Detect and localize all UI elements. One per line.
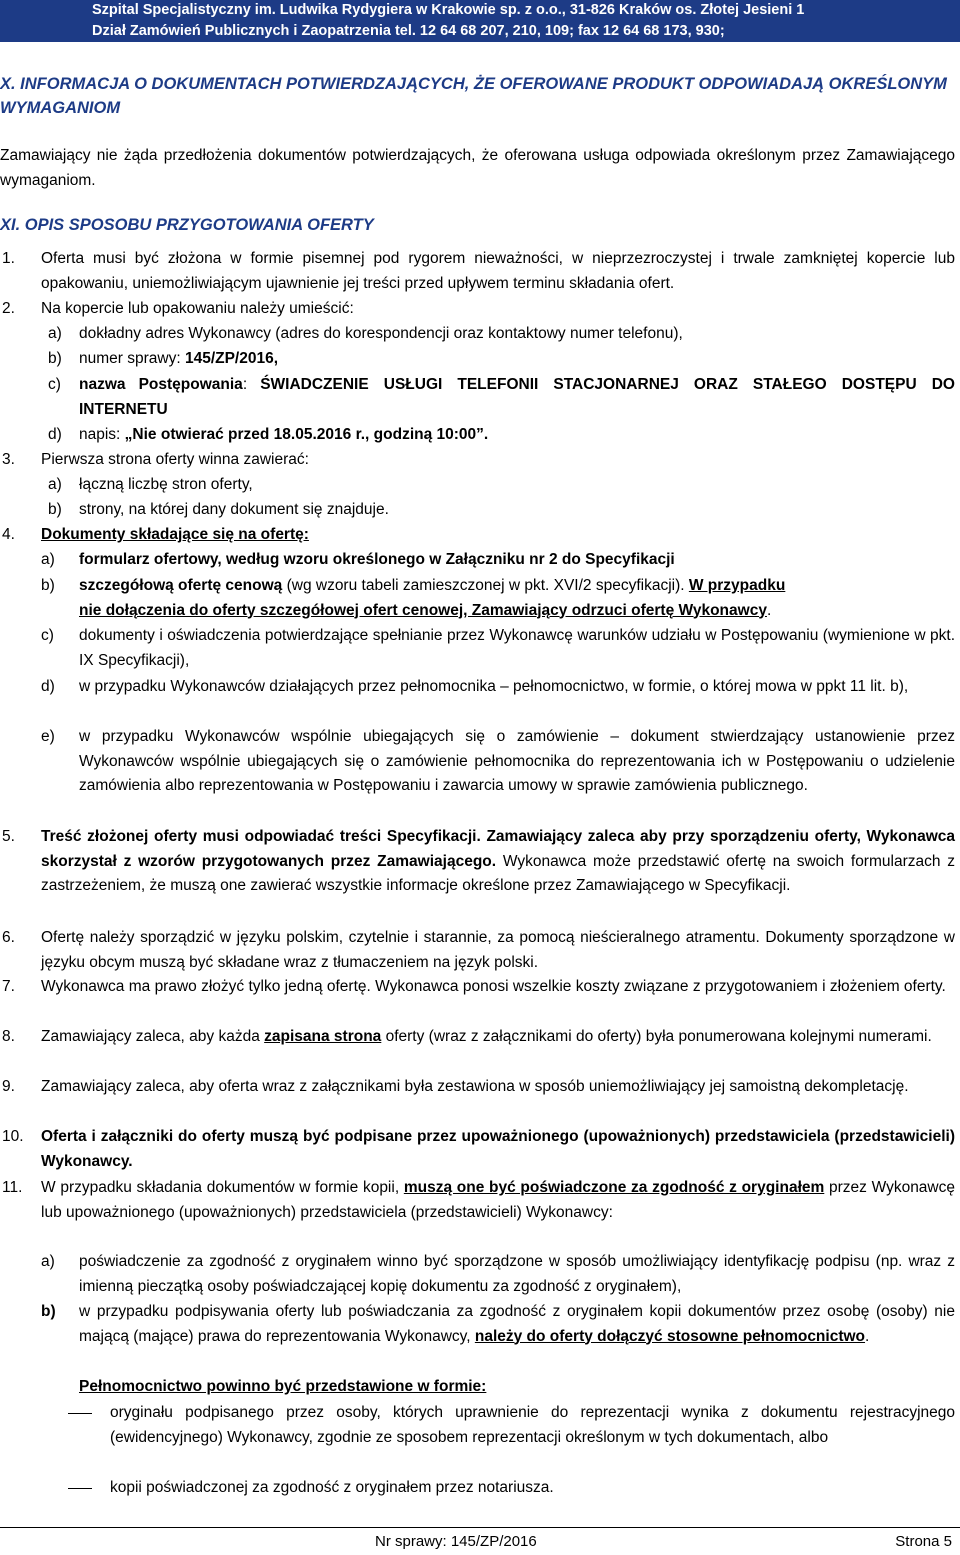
numbering-note-end: oferty (wraz z załącznikami do oferty) była ponumerowana kolejnymi numerami. (381, 1028, 932, 1045)
item-4d-label: d) (41, 678, 55, 695)
item-2b-label: b) (48, 350, 62, 367)
item-4e-text: w przypadku Wykonawców wspólnie ubiegających się o zamówienie – dokument stwierdzający ustanowienie przez Wykonawców wspólnie ubiegających się o zamówienie pełnomocnika do reprezentowania ich w Postępowaniu o udzielenie zamówienia albo reprezentowania w Postępowaniu i zawarcia umowy w sprawie zamówienia publicznego. (79, 728, 955, 794)
item-number: 10. (2, 1128, 24, 1145)
numbering-note-start: Zamawiający zaleca, aby każda (41, 1028, 265, 1045)
section-10-title: X. INFORMACJA O DOKUMENTACH POTWIERDZAJĄCYCH, ŻE OFEROWANE PRODUKT ODPOWIADAJĄ OKREŚLONYM WYMAGANIOM (0, 75, 947, 117)
power-of-attorney-emphasis: należy do oferty dołączyć stosowne pełnomocnictwo (474, 1327, 866, 1345)
item-number: 6. (2, 929, 15, 946)
item-number: 9. (2, 1078, 15, 1095)
content-requirement-text: Treść złożonej oferty musi odpowiadać treści Specyfikacji. Zamawiający zaleca aby przy sporządzeniu oferty, Wykonawca skorzystał z wzorów przygotowanych przez Zamawiającego. (41, 828, 955, 870)
item-5-text (41, 825, 955, 899)
item-2d-text (79, 423, 488, 448)
period: . (865, 1327, 870, 1345)
rejection-note-1: W przypadku (688, 577, 786, 594)
page-header (0, 0, 960, 42)
offer-form-text: formularz ofertowy, według wzoru określonego w Załączniku nr 2 do Specyfikacji (79, 551, 675, 568)
copies-note-start: W przypadku składania dokumentów w formie kopii, (41, 1179, 404, 1196)
item-2a-text: dokładny adres Wykonawcy (adres do korespondencji oraz kontaktowy numer telefonu), (79, 325, 683, 342)
item-11a-text: poświadczenie za zgodność z oryginałem winno być sporządzone w sposób umożliwiający identyfikację podpisu (np. wraz z imienną pieczątką osoby poświadczającej kopię dokumentu za zgodność z oryginałem), (79, 1253, 955, 1295)
item-2b-text (79, 347, 278, 372)
item-2d-label: d) (48, 426, 62, 443)
item-11-text (41, 1176, 955, 1225)
item-4b-label: b) (41, 577, 55, 594)
footer-page-number: Strona 5 (895, 1533, 952, 1550)
item-number: 3. (2, 451, 15, 468)
section-11-title: XI. OPIS SPOSOBU PRZYGOTOWANIA OFERTY (0, 216, 374, 234)
numbering-note-emphasis: zapisana strona (264, 1028, 382, 1045)
item-3b-label: b) (48, 501, 62, 518)
item-4d-text: w przypadku Wykonawców działających przez pełnomocnika – pełnomocnictwo, w formie, o której mowa w ppkt 11 lit. b), (79, 678, 909, 695)
header-line-2: Dział Zamówień Publicznych i Zaopatrzenia tel. 12 64 68 207, 210, 109; fax 12 64 68 173, 930; (92, 23, 725, 39)
price-offer-text: szczegółową ofertę cenową (79, 577, 283, 594)
section-10-text: Zamawiający nie żąda przedłożenia dokumentów potwierdzających, że oferowana usługa odpowiada określonym przez Zamawiającego wymaganiom. (0, 147, 955, 189)
power-of-attorney-note: w przypadku podpisywania oferty lub poświadczania za zgodność z oryginałem kopii dokumentów przez osobę (osoby) nie mającą (mające) prawa do reprezentowania Wykonawcy, (79, 1303, 955, 1345)
item-1-text: Oferta musi być złożona w formie pisemnej pod rygorem nieważności, w nieprzezroczystej i trwale zamkniętej kopercie lub opakowaniu, uniemożliwiającym ujawnienie jej treści przed upływem terminu składania ofert. (41, 250, 955, 292)
item-7-text: Wykonawca ma prawo złożyć tylko jedną ofertę. Wykonawca ponosi wszelkie koszty związane z przygotowaniem i złożeniem oferty. (41, 978, 946, 995)
item-4c-label: c) (41, 627, 54, 644)
item-4b-text (79, 574, 955, 623)
item-6-text: Ofertę należy sporządzić w języku polskim, czytelnie i starannie, za pomocą nieścieralnego atramentu. Dokumenty sporządzone w języku obcym muszą być składane wraz z tłumaczeniem na język polski. (41, 929, 955, 971)
copies-note-emphasis: muszą one być poświadczone za zgodność z oryginałem (403, 1179, 825, 1196)
case-number-label: numer sprawy: (79, 350, 185, 367)
item-2c-label: c) (48, 376, 61, 393)
item-8-text (41, 1025, 955, 1050)
item-3a-label: a) (48, 476, 62, 493)
item-2a-label: a) (48, 325, 62, 342)
form-option-2: kopii poświadczonej za zgodność z oryginałem przez notariusza. (110, 1479, 554, 1496)
item-4a-label: a) (41, 551, 55, 568)
documents-heading: Dokumenty składające się na ofertę: (41, 526, 309, 543)
inscription-value: „Nie otwierać przed 18.05.2016 r., godziną 10:00”. (124, 426, 489, 443)
item-4a-text (79, 548, 675, 573)
item-3a-text: łączną liczbę stron oferty, (79, 476, 253, 493)
item-4c-text: dokumenty i oświadczenia potwierdzające spełnianie przez Wykonawcę warunków udziału w Postępowaniu (wymienione w pkt. IX Specyfikacji), (79, 627, 955, 669)
form-option-1: oryginału podpisanego przez osoby, których uprawnienie do reprezentacji wynika z dokumentu rejestracyjnego (ewidencyjnego) Wykonawcy, zgodnie ze sposobem reprezentacji określonym w tych dokumentach, albo (110, 1404, 955, 1446)
item-4-text (41, 523, 309, 548)
item-2c-text (79, 373, 955, 422)
item-number: 4. (2, 526, 15, 543)
item-number: 5. (2, 828, 15, 845)
dash-bullet (68, 1413, 92, 1414)
case-number-value: 145/ZP/2016, (184, 350, 279, 367)
header-line-1: Szpital Specjalistyczny im. Ludwika Rydygiera w Krakowie sp. z o.o., 31-826 Kraków os. Złotej Jesieni 1 (92, 2, 805, 18)
item-4e-label: e) (41, 728, 55, 745)
item-9-text: Zamawiający zaleca, aby oferta wraz z załącznikami była zestawiona w sposób uniemożliwiający jej samoistną dekompletację. (41, 1078, 909, 1095)
inscription-label: napis: (79, 426, 125, 443)
form-heading-text: Pełnomocnictwo powinno być przedstawione w formie: (79, 1378, 487, 1395)
footer-divider (0, 1527, 960, 1528)
item-3-text: Pierwsza strona oferty winna zawierać: (41, 451, 309, 468)
item-11b-text (79, 1300, 955, 1349)
copies-note-end: przez Wykonawcę lub upoważnionego (upoważnionych) przedstawiciela (przedstawicieli) Wykonawcy: (41, 1179, 955, 1221)
proceeding-name-value: ŚWIADCZENIE USŁUGI TELEFONII STACJONARNEJ ORAZ STAŁEGO DOSTĘPU DO INTERNETU (79, 376, 955, 418)
item-3b-text: strony, na której dany dokument się znajduje. (79, 501, 389, 518)
item-number: 7. (2, 978, 15, 995)
item-10-text: Oferta i załączniki do oferty muszą być podpisane przez upoważnionego (upoważnionych) przedstawiciela (przedstawicieli) Wykonawcy. (41, 1128, 955, 1170)
power-of-attorney-form-heading (79, 1375, 486, 1400)
item-number: 8. (2, 1028, 15, 1045)
item-11b-label: b) (41, 1303, 56, 1320)
period: . (766, 601, 772, 619)
item-number: 2. (2, 300, 15, 317)
own-forms-text: Wykonawca może przedstawić ofertę na swoich formularzach z zastrzeżeniem, że muszą one zawierać wszystkie informacje określone przez Zamawiającego w Specyfikacji. (41, 852, 955, 894)
item-number: 1. (2, 250, 15, 267)
footer-case-number: Nr sprawy: 145/ZP/2016 (375, 1533, 537, 1550)
price-offer-note: (wg wzoru tabeli zamieszczonej w pkt. XVI/2 specyfikacji). (282, 577, 689, 594)
separator: : (242, 376, 261, 393)
rejection-note-2: nie dołączenia do oferty szczegółowej ofert cenowej, Zamawiający odrzuci ofertę Wykonawcy (79, 601, 767, 619)
item-2-text: Na kopercie lub opakowaniu należy umieścić: (41, 300, 354, 317)
dash-bullet (68, 1488, 92, 1489)
proceeding-name-label: nazwa Postępowania (79, 376, 243, 393)
item-11a-label: a) (41, 1253, 55, 1270)
item-number: 11. (2, 1179, 23, 1196)
